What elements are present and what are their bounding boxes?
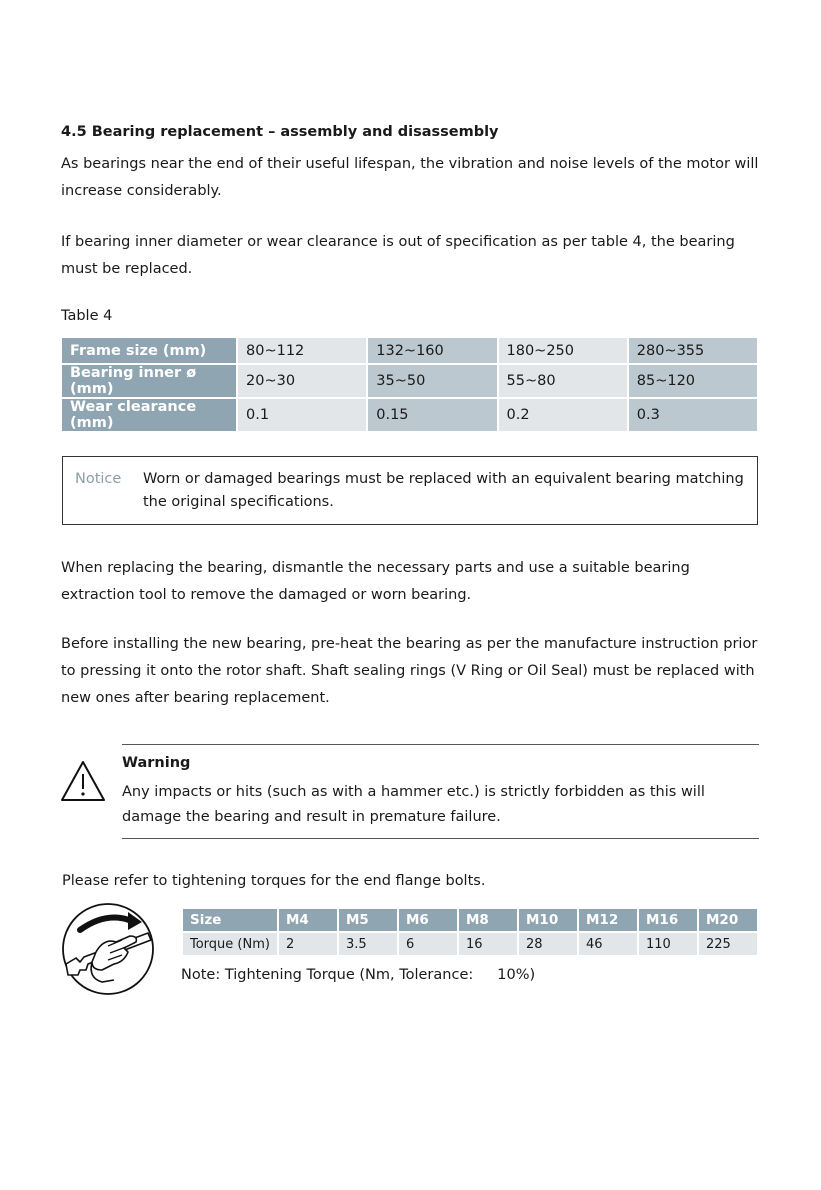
warning-top-rule xyxy=(122,744,759,745)
paragraph-dismantle: When replacing the bearing, dismantle the necessary parts and use a suitable bearing extraction tool to remove the damaged or worn bearing. xyxy=(61,560,690,603)
table-cell: 85~120 xyxy=(629,365,757,399)
table-cell: 0.15 xyxy=(368,399,496,433)
table-caption: Table 4 xyxy=(61,308,113,324)
notice-box xyxy=(62,456,758,525)
table-row xyxy=(62,399,757,433)
warning-triangle-icon xyxy=(60,760,106,802)
column-header: M8 xyxy=(459,909,517,931)
torque-table xyxy=(181,907,759,957)
row-header: Torque (Nm) xyxy=(183,933,277,955)
table-cell: 280~355 xyxy=(629,338,757,365)
torque-note-tolerance: 10%) xyxy=(497,967,536,983)
table-cell: 132~160 xyxy=(368,338,496,365)
column-header: M12 xyxy=(579,909,637,931)
table-cell: 46 xyxy=(579,933,637,955)
column-header: M6 xyxy=(399,909,457,931)
paragraph-specification: If bearing inner diameter or wear clearance is out of specification as per table 4, the bearing must be replaced. xyxy=(61,234,735,277)
table-cell: 28 xyxy=(519,933,577,955)
warning-title: Warning xyxy=(122,755,191,771)
hand-wrench-tightening-icon xyxy=(58,900,158,998)
table-cell: 6 xyxy=(399,933,457,955)
column-header: M4 xyxy=(279,909,337,931)
paragraph-install: Before installing the new bearing, pre-heat the bearing as per the manufacture instruction prior to pressing it onto the rotor shaft. Shaft sealing rings (V Ring or Oil Seal) must be replaced with new ones after bearing replacement. xyxy=(61,636,758,706)
table-cell: 225 xyxy=(699,933,757,955)
row-header: Frame size (mm) xyxy=(62,338,236,365)
table-cell: 2 xyxy=(279,933,337,955)
torque-note xyxy=(181,967,535,983)
torque-intro: Please refer to tightening torques for the end flange bolts. xyxy=(62,873,486,889)
table-cell: 80~112 xyxy=(238,338,366,365)
table-cell: 55~80 xyxy=(499,365,627,399)
table-cell: 180~250 xyxy=(499,338,627,365)
column-header: M16 xyxy=(639,909,697,931)
paragraph-lifespan: As bearings near the end of their useful lifespan, the vibration and noise levels of the motor will increase considerably. xyxy=(61,156,759,199)
table-row xyxy=(62,338,757,365)
table-header-row xyxy=(183,909,757,931)
column-header: M20 xyxy=(699,909,757,931)
warning-bottom-rule xyxy=(122,838,759,839)
column-header: Size xyxy=(183,909,277,931)
column-header: M10 xyxy=(519,909,577,931)
table-cell: 20~30 xyxy=(238,365,366,399)
notice-text: Worn or damaged bearings must be replaced with an equivalent bearing matching the original specifications. xyxy=(143,471,744,510)
table-cell: 110 xyxy=(639,933,697,955)
table-cell: 0.3 xyxy=(629,399,757,433)
table-cell: 35~50 xyxy=(368,365,496,399)
section-heading: 4.5 Bearing replacement – assembly and disassembly xyxy=(61,124,499,140)
bearing-spec-table xyxy=(60,338,759,433)
table-cell: 3.5 xyxy=(339,933,397,955)
table-cell: 0.1 xyxy=(238,399,366,433)
notice-label: Notice xyxy=(75,471,122,487)
row-header: Wear clearance (mm) xyxy=(62,399,236,433)
column-header: M5 xyxy=(339,909,397,931)
warning-text: Any impacts or hits (such as with a hammer etc.) is strictly forbidden as this will damage the bearing and result in premature failure. xyxy=(122,784,705,825)
row-header: Bearing inner ø (mm) xyxy=(62,365,236,399)
table-row xyxy=(183,933,757,955)
table-row xyxy=(62,365,757,399)
torque-note-text: Note: Tightening Torque (Nm, Tolerance: xyxy=(181,967,474,983)
table-cell: 16 xyxy=(459,933,517,955)
table-cell: 0.2 xyxy=(499,399,627,433)
